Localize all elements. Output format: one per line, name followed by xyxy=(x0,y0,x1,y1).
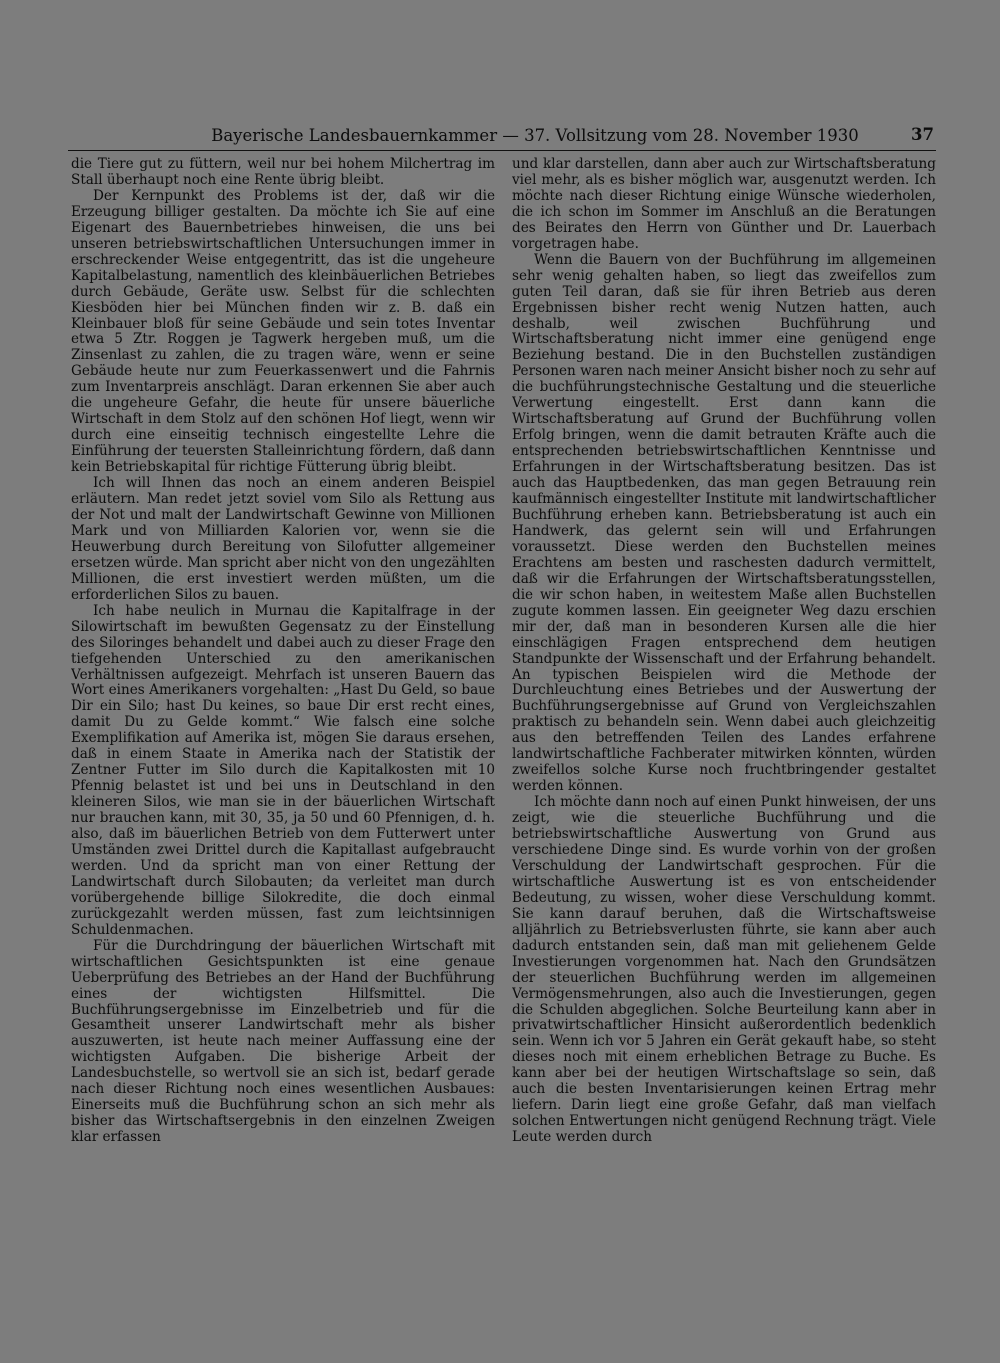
right-column xyxy=(512,157,936,1247)
running-header xyxy=(68,124,936,151)
paragraph: Ich will Ihnen das noch an einem anderen Beispiel erläutern. Man redet jetzt soviel vom Silo als Rettung aus der Not und malt der Landwirtschaft Gewinne von Millionen Mark und von Milliarden Kalorien vor, wenn sie die Heuwerbung durch Bereitung von Silofutter allgemeiner ersetzen würde. Man spricht aber nicht von den ungezählten Millionen, die erst investiert werden müßten, um die erforderlichen Silos zu bauen. xyxy=(71,475,495,603)
paragraph: Ich habe neulich in Murnau die Kapitalfrage in der Silowirtschaft im bewußten Gegensatz zu der Einstellung des Siloringes behandelt und dabei auch zu dieser Frage den tiefgehenden Unterschied zu den amerikanischen Verhältnissen aufgezeigt. Mehrfach ist unseren Bauern das Wort eines Amerikaners vorgehalten: „Hast Du Geld, so baue Dir ein Silo; hast Du keines, so baue Dir erst recht eines, damit Du zu Gelde kommt.“ Wie falsch eine solche Exemplifikation auf Amerika ist, mögen Sie daraus ersehen, daß in einem Staate in Amerika nach der Statistik der Zentner Futter im Silo durch die Kapitalkosten mit 10 Pfennig belastet ist und bei uns in Deutschland in den kleineren Silos, wie man sie in der bäuerlichen Wirtschaft nur brauchen kann, mit 30, 35, ja 50 und 60 Pfennigen, d. h. also, daß im bäuerlichen Betrieb von dem Futterwert unter Umständen zwei Drittel durch die Kapitallast aufgebraucht werden. Und da spricht man von einer Rettung der Landwirtschaft durch Silobauten; da verleitet man durch vorübergehende billige Silokredite, die doch einmal zurückgezahlt werden müssen, fast zum leichtsinnigen Schuldenmachen. xyxy=(71,602,495,938)
paragraph: Wenn die Bauern von der Buchführung im allgemeinen sehr wenig gehalten haben, so liegt das zweifellos zum guten Teil daran, daß sie für ihren Betrieb aus deren Ergebnissen bisher recht wenig Nutzen hatten, auch deshalb, weil zwischen Buchführung und Wirtschaftsberatung nicht immer eine genügend enge Beziehung bestand. Die in den Buchstellen zuständigen Personen waren nach meiner Ansicht bisher noch zu sehr auf die buchführungstechnische Gestaltung und die steuerliche Verwertung eingestellt. Erst dann kann die Wirtschaftsberatung auf Grund der Buchführung vollen Erfolg bringen, wenn die damit betrauten Kräfte auch die entsprechenden betriebswirtschaftlichen Kenntnisse und Erfahrungen in der Wirtschaftsberatung besitzen. Das ist auch das Hauptbedenken, das man gegen Betrauung rein kaufmännisch eingestellter Institute mit landwirtschaftlicher Buchführung erheben kann. Betriebsberatung ist auch ein Handwerk, das gelernt sein will und Erfahrungen voraussetzt. Diese werden den Buchstellen meines Erachtens am besten und raschesten dadurch vermittelt, daß wir die Erfahrungen der Wirtschaftsberatungsstellen, die wir schon haben, in weitestem Maße allen Buchstellen zugute kommen lassen. Ein geeigneter Weg dazu erschien mir der, daß man in besonderen Kursen alle die hier einschlägigen Fragen entsprechend dem heutigen Standpunkte der Wissenschaft und der Erfahrung behandelt. An typischen Beispielen wird die Methode der Durchleuchtung eines Betriebes und der Auswertung der Buchführungsergebnisse auf Grund von Vergleichszahlen praktisch zu behandeln sein. Wenn dabei auch gleichzeitig aus den betreffenden Teilen des Landes erfahrene landwirtschaftliche Fachberater mitwirken könnten, würden zweifellos solche Kurse noch fruchtbringender gestaltet werden können. xyxy=(512,251,936,795)
page-number: 37 xyxy=(911,125,934,144)
paragraph: Für die Durchdringung der bäuerlichen Wirtschaft mit wirtschaftlichen Gesichtspunkten ist eine genaue Ueberprüfung des Betriebes an der Hand der Buchführung eines der wichtigsten Hilfsmittel. Die Buchführungsergebnisse im Einzelbetrieb und für die Gesamtheit unserer Landwirtschaft mehr als bisher auszuwerten, ist heute nach meiner Auffassung eine der wichtigsten Aufgaben. Die bisherige Arbeit der Landesbuchstelle, so wertvoll sie an sich ist, bedarf gerade nach dieser Richtung noch eines wesentlichen Ausbaues: Einerseits muß die Buchführung schon an sich mehr als bisher das Wirtschaftsergebnis in den einzelnen Zweigen klar erfassen xyxy=(71,937,495,1146)
paragraph: und klar darstellen, dann aber auch zur Wirtschaftsberatung viel mehr, als es bisher möglich war, ausgenutzt werden. Ich möchte nach dieser Richtung einige Wünsche wiederholen, die ich schon im Sommer im Anschluß an die Beratungen des Beirates den Herrn von Günther und Dr. Lauerbach vorgetragen habe. xyxy=(512,157,936,252)
paragraph: die Tiere gut zu füttern, weil nur bei hohem Milchertrag im Stall überhaupt noch eine Rente übrig bleibt. xyxy=(71,157,495,188)
left-column xyxy=(71,157,495,1247)
paragraph: Der Kernpunkt des Problems ist der, daß wir die Erzeugung billiger gestalten. Da möchte ich Sie auf eine Eigenart des Bauernbetriebes hinweisen, die uns bei unseren betriebswirtschaftlichen Untersuchungen immer in erschreckender Weise entgegentritt, das ist die ungeheure Kapitalbelastung, namentlich des kleinbäuerlichen Betriebes durch Gebäude, Geräte usw. Selbst für die schlechten Kiesböden hier bei München finden wir z. B. daß ein Kleinbauer bloß für seine Gebäude und sein totes Inventar etwa 5 Ztr. Roggen je Tagwerk hergeben muß, um die Zinsenlast zu zahlen, die zu tragen wäre, wenn er seine Gebäude heute nur zum Feuerkassenwert und die Fahrnis zum Inventarpreis anschlägt. Daran erkennen Sie aber auch die ungeheure Gefahr, die heute für unsere bäuerliche Wirtschaft in dem Stolz auf den schönen Hof liegt, wenn wir durch eine einseitig technisch eingestellte Lehre die Einführung der teuersten Stalleinrichtung fördern, daß dann kein Betriebskapital für richtige Fütterung übrig bleibt. xyxy=(71,187,495,476)
header-title: Bayerische Landesbauernkammer — 37. Vollsitzung vom 28. November 1930 xyxy=(211,126,859,145)
paragraph: Ich möchte dann noch auf einen Punkt hinweisen, der uns zeigt, wie die steuerliche Buchführung und die betriebswirtschaftliche Auswertung von Grund aus verschiedene Dinge sind. Es wurde vorhin von der großen Verschuldung der Landwirtschaft gesprochen. Für die wirtschaftliche Auswertung ist es von entscheidender Bedeutung, zu wissen, woher diese Verschuldung kommt. Sie kann darauf beruhen, daß die Wirtschaftsweise alljährlich zu Betriebsverlusten führte, sie kann aber auch dadurch entstanden sein, daß man mit geliehenem Gelde Investierungen vorgenommen hat. Nach den Grundsätzen der steuerlichen Buchführung werden im allgemeinen Vermögensmehrungen, also auch die Investierungen, gegen die Schulden abgeglichen. Solche Beurteilung kann aber in privatwirtschaftlicher Hinsicht außerordentlich bedenklich sein. Wenn ich vor 5 Jahren ein Gerät gekauft habe, so steht dieses noch mit einem erheblichen Betrage zu Buche. Es kann aber bei der heutigen Wirtschaftslage so sein, daß auch die besten Inventarisierungen keinen Ertrag mehr liefern. Darin liegt eine große Gefahr, daß man vielfach solchen Entwertungen nicht genügend Rechnung trägt. Viele Leute werden durch xyxy=(512,794,936,1146)
